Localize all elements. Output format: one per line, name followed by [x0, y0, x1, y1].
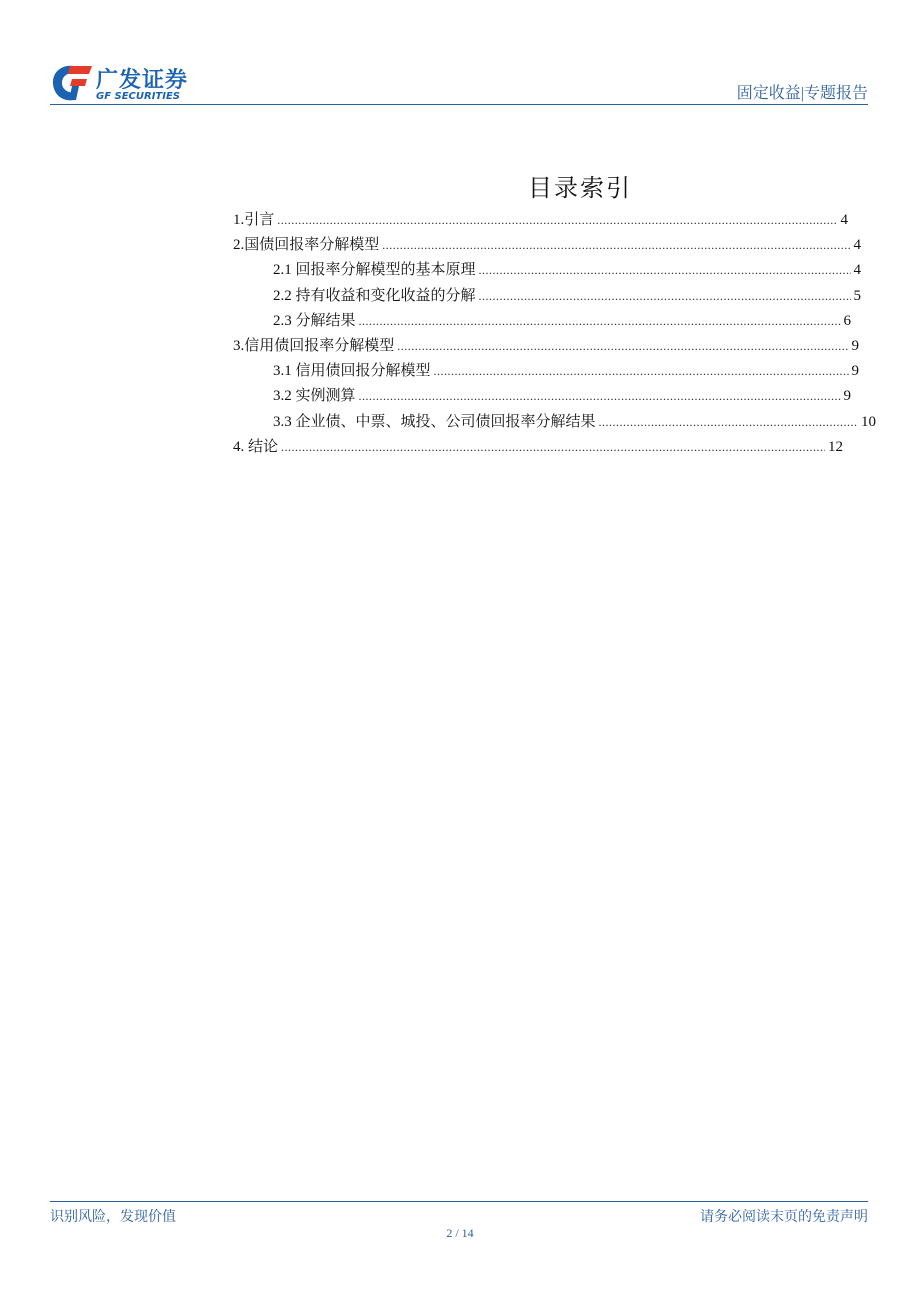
- toc-entry[interactable]: [233, 334, 859, 356]
- toc-entry-page: 12: [828, 439, 843, 455]
- toc-leader-dots: [599, 412, 858, 432]
- brand-name-en: GF SECURITIES: [96, 91, 181, 102]
- page-header: [0, 0, 920, 110]
- toc-entry-label: 3.1 信用债回报分解模型: [273, 363, 431, 379]
- toc-entry[interactable]: [233, 233, 861, 255]
- toc-leader-dots: [434, 361, 849, 381]
- page-number: 2 / 14: [446, 1226, 474, 1240]
- toc-entry-page: 5: [853, 288, 861, 304]
- footer-slogan: 识别风险，发现价值: [50, 1210, 176, 1225]
- toc-entry-label: 3.信用债回报率分解模型: [233, 338, 395, 354]
- toc-leader-dots: [281, 437, 825, 457]
- footer-divider: [50, 1201, 868, 1202]
- toc-entry-label: 2.3 分解结果: [273, 313, 356, 329]
- toc-entry-page: 10: [861, 414, 876, 430]
- toc-entry-label: 2.2 持有收益和变化收益的分解: [273, 288, 476, 304]
- toc-entry[interactable]: [233, 435, 843, 457]
- toc-entry-page: 6: [843, 313, 851, 329]
- header-divider: [50, 104, 868, 105]
- brand-name-cn: 广发证券: [96, 68, 189, 93]
- footer-disclaimer: 请务必阅读末页的免责声明: [700, 1210, 868, 1225]
- toc-entry-page: 9: [851, 338, 859, 354]
- toc-entry-label: 2.国债回报率分解模型: [233, 237, 380, 253]
- toc-entry-label: 4. 结论: [233, 439, 279, 455]
- toc-entry[interactable]: [273, 359, 859, 381]
- toc-entry[interactable]: [273, 309, 851, 331]
- toc-entry[interactable]: [273, 284, 861, 306]
- toc-leader-dots: [479, 286, 851, 306]
- toc-leader-dots: [397, 336, 848, 356]
- toc-leader-dots: [359, 311, 841, 331]
- toc-entry[interactable]: [233, 208, 848, 230]
- toc-entry-page: 9: [851, 363, 859, 379]
- toc-leader-dots: [479, 260, 851, 280]
- toc-entry[interactable]: [273, 410, 876, 432]
- toc-title: 目录索引: [528, 176, 632, 202]
- toc-entry-page: 9: [843, 388, 851, 404]
- toc-entry-label: 3.3 企业债、中票、城投、公司债回报率分解结果: [273, 414, 596, 430]
- toc-leader-dots: [382, 235, 850, 255]
- report-type: 固定收益|专题报告: [736, 85, 868, 102]
- gf-logo-icon: [50, 62, 94, 104]
- toc-leader-dots: [359, 386, 841, 406]
- toc-entry[interactable]: [273, 384, 851, 406]
- toc-entry-label: 1.引言: [233, 212, 275, 228]
- toc-entry-label: 3.2 实例测算: [273, 388, 356, 404]
- toc-entry-page: 4: [840, 212, 848, 228]
- toc-leader-dots: [277, 210, 837, 230]
- toc-entry[interactable]: [273, 258, 861, 280]
- gf-logo: [50, 62, 200, 106]
- toc-entry-page: 4: [853, 237, 861, 253]
- toc-entry-page: 4: [853, 262, 861, 278]
- toc-entry-label: 2.1 回报率分解模型的基本原理: [273, 262, 476, 278]
